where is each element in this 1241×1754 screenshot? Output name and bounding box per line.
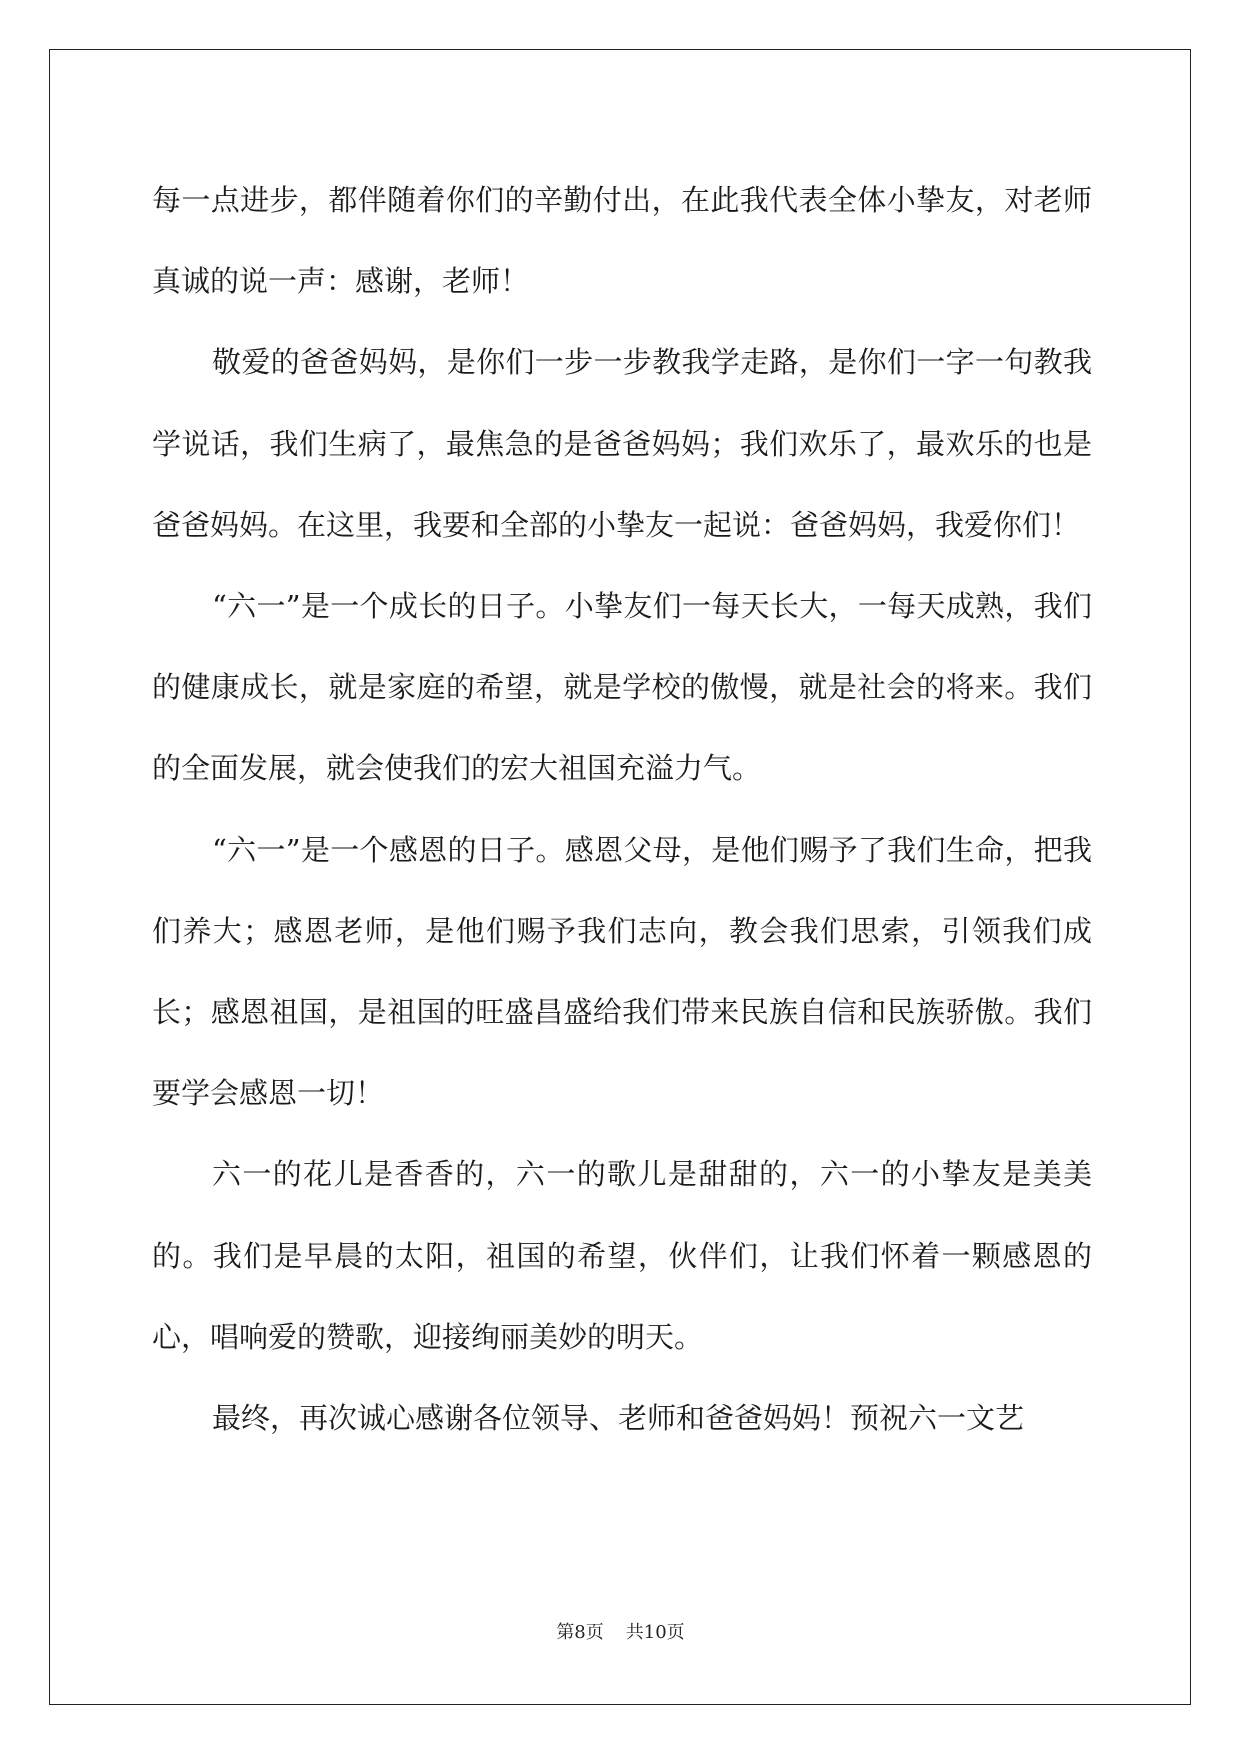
paragraph-6: 最终，再次诚心感谢各位领导、老师和爸爸妈妈！预祝六一文艺 [212,1401,1025,1436]
paragraph-4: “六一”是一个感恩的日子。感恩父母，是他们赐予了我们生命，把我们养大；感恩老师，是他们赐予我们志向，教会我们思索，引领我们成长；感恩祖国，是祖国的旺盛昌盛给我们带来民族自信和民族骄傲。我们要学会感恩一切！ [152,832,1092,1111]
paragraph-5: 六一的花儿是香香的，六一的歌儿是甜甜的，六一的小挚友是美美的。我们是早晨的太阳，祖国的希望，伙伴们，让我们怀着一颗感恩的心，唱响爱的赞歌，迎接绚丽美妙的明天。 [152,1157,1092,1354]
paragraph-3: “六一”是一个成长的日子。小挚友们一每天长大，一每天成熟，我们的健康成长，就是家庭的希望，就是学校的傲慢，就是社会的将来。我们的全面发展，就会使我们的宏大祖国充溢力气。 [152,589,1092,786]
paragraph-1: 每一点进步，都伴随着你们的辛勤付出，在此我代表全体小挚友，对老师真诚的说一声：感谢，老师！ [152,183,1092,299]
page-number: 第8页 [556,1622,604,1643]
paragraph-2: 敬爱的爸爸妈妈，是你们一步一步教我学走路，是你们一字一句教我学说话，我们生病了，最焦急的是爸爸妈妈；我们欢乐了，最欢乐的也是爸爸妈妈。在这里，我要和全部的小挚友一起说：爸爸妈妈，我爱你们！ [152,345,1092,542]
document-body [152,160,1092,1459]
page-footer [0,1618,1241,1644]
page-total: 共10页 [625,1622,685,1643]
